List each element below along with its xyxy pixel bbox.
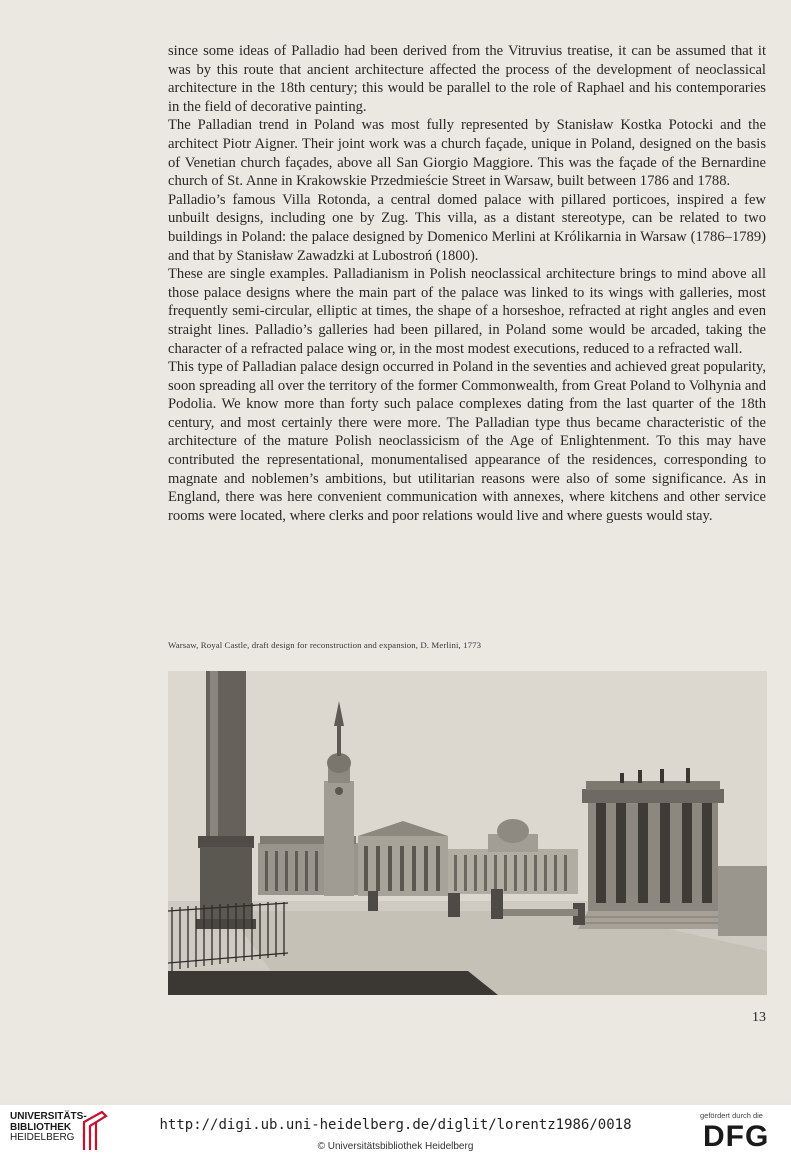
paragraph-1: since some ideas of Palladio had been derived from the Vitruvius treatise, it can be assumed that it was by this route that ancient architecture affected the process of the development of neoclassical architecture in the 18th century; this would be parallel to the role of Raphael and his contemporaries in the field of decorative painting.: [168, 43, 766, 115]
royal-castle-engraving: [168, 671, 767, 995]
library-line-3: HEIDELBERG: [10, 1132, 75, 1143]
dfg-logo[interactable]: DFG: [703, 1120, 770, 1153]
paragraph-3: Palladio’s famous Villa Rotonda, a central domed palace with pillared porticoes, inspired a few unbuilt designs, including one by Zug. This villa, as a distant stereotype, can be related to two buildings in Poland: the palace designed by Domenico Merlini at Królikarnia in Warsaw (1786–1789) and that by Stanisław Zawadzki at Lubostroń (1800).: [168, 191, 766, 264]
copyright-notice: © Universitätsbibliothek Heidelberg: [317, 1141, 474, 1152]
paragraph-4: These are single examples. Palladianism in Polish neoclassical architecture brings to mind above all those palace designs where the main part of the palace was linked to its wings with galleries, most frequently semi-circular, elliptic at times, the shape of a horseshoe, refracted at right angles and even straight lines. Palladio’s galleries had been pillared, in Poland some would be arcaded, taking the character of a refracted palace wing or, in the most modest executions, reduced to a refracted wall.: [168, 266, 766, 357]
funding-note: gefördert durch die: [700, 1111, 763, 1120]
library-line-1: UNIVERSITÄTS-: [10, 1111, 87, 1122]
footer-bar: [0, 1105, 791, 1162]
engraving-illustration: [168, 671, 767, 995]
figure-caption: Warsaw, Royal Castle, draft design for reconstruction and expansion, D. Merlini, 1773: [168, 640, 482, 650]
paragraph-2: The Palladian trend in Poland was most fully represented by Stanisław Kostka Potocki and the architect Piotr Aigner. Their joint work was a church façade, unique in Poland, designed on the basis of Venetian church façades, above all San Giorgio Maggiore. This was the façade of the Bernardine church of St. Anne in Krakowskie Przedmieście Street in Warsaw, built between 1786 and 1788.: [168, 117, 766, 190]
library-line-2: BIBLIOTHEK: [10, 1121, 72, 1133]
page-number: 13: [752, 1010, 766, 1025]
paragraph-5: This type of Palladian palace design occurred in Poland in the seventies and achieved great popularity, soon spreading all over the territory of the former Commonwealth, from Great Poland to Volhynia and Podolia. We know more than forty such palace complexes dating from the last quarter of the 18th century, and most certainly there were more. The Palladian type thus became characteristic of the architecture of the mature Polish neoclassicism of the Age of Enlightenment. To this may have contributed the representational, monumentalised appearance of the residences, corresponding to magnate and noblemen’s ambitions, but utilitarian reasons were also of some significance. As in England, there was here convenient communication with annexes, where kitchens and other service rooms were located, where clerks and poor relations would live and where guests would stay.: [168, 359, 767, 524]
body-text: [168, 42, 766, 525]
permalink-url[interactable]: http://digi.ub.uni-heidelberg.de/diglit/lorentz1986/0018: [159, 1117, 632, 1133]
